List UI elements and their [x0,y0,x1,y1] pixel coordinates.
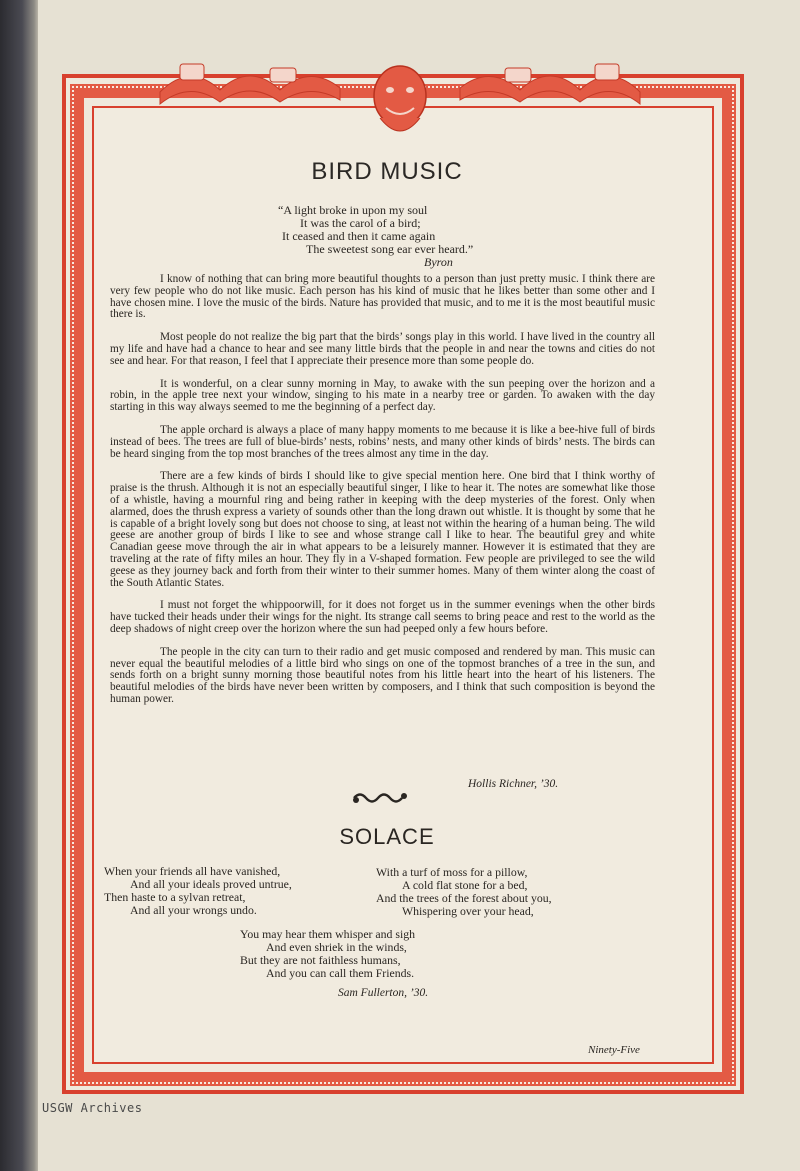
scroll-divider-icon [350,789,410,807]
poem-stanza-left [104,865,292,917]
poem-line: When your friends all have vanished, [104,864,281,878]
paragraph: Most people do not realize the big part that the birds’ songs play in this world. I have lived in the country all my life and have had a chance to hear and see many little birds that the people in and near the towns and cities do not see and hear. For that reason, I feel that I appreciate their presence more than some people do. [110,331,655,367]
poem-line: With a turf of moss for a pillow, [376,865,528,879]
poem-line: And all your wrongs undo. [130,903,257,917]
poem-line: Then haste to a sylvan retreat, [104,890,246,904]
poem-author: Sam Fullerton, ’30. [338,987,429,999]
poem-line: And the trees of the forest about you, [376,891,552,905]
poem-title: SOLACE [339,824,435,849]
paragraph: There are a few kinds of birds I should like to give special mention here. One bird that I think worthy of praise is the thrush. Although it is not an especially beautiful singer, I like to hear it. The notes are somewhat like those of a whistle, having a mournful ring and being rather in keeping with the deep mysteries of the forest. Only when alarmed, does the thrush express a variety of sounds other than the long drawn out whistle. It is thought by some that he is capable of a bright lovely song but does not choose to sing, at least not within the hearing of a human being. The wild geese are another group of birds I like to see and whose strange call I like to hear. The beautiful grey and white Canadian geese move through the air in what appears to be a leisurely manner. However it is estimated that they are traveling at the rate of fifty miles an hour. They fly in a V-shaped formation. Few people are privileged to see the wild geese as they journey back and forth from their winter to their summer homes. Many of them winter along the coast of the South Atlantic States. [110,470,655,589]
poem-line: But they are not faithless humans, [240,953,401,967]
poem-line: And even shriek in the winds, [266,940,407,954]
article-author: Hollis Richner, ’30. [468,778,559,790]
header-ornament [150,52,650,142]
epigraph-attribution: Byron [424,255,453,269]
paragraph: The people in the city can turn to their radio and get music composed and rendered by man. This music can never equal the beautiful melodies of a little bird who sings on one of the topmost branches of a tree in the sun, and sends forth on a bright sunny morning those beautiful notes from his little heart into the heart of his listeners. The beautiful melodies of the birds have never been written by composers, and I think that such composition is beyond the human power. [110,645,655,705]
epigraph-line: It was the carol of a bird; [300,216,421,230]
poem-line: And you can call them Friends. [266,966,415,980]
poem-line: Whispering over your head, [402,904,534,918]
paragraph: I must not forget the whippoorwill, for it does not forget us in the summer evenings when the other birds have tucked their heads under their wings for the night. Its strange call seems to bring peace and rest to the world as the deep shadows of night creep over the horizon where the sun had peeped only a few hours before. [110,599,655,635]
epigraph [278,204,518,269]
poem-stanza-right [376,866,552,918]
book-spine [0,0,40,1171]
poem-line: And all your ideals proved untrue, [130,877,292,891]
epigraph-line: “A light broke in upon my soul [278,203,428,217]
paragraph: The apple orchard is always a place of many happy moments to me because it is like a bee-hive full of birds instead of bees. The trees are full of blue-birds’ nests, robins’ nests, and many other kinds of birds’ nests. The birds can be heard singing from the top most branches of the trees almost any time in the day. [110,423,655,460]
poem-line: A cold flat stone for a bed, [402,878,528,892]
epigraph-line: It ceased and then it came again [282,229,436,243]
poem-line: You may hear them whisper and sigh [240,927,416,941]
epigraph-line: The sweetest song ear ever heard.” [306,242,474,256]
paragraph: I know of nothing that can bring more beautiful thoughts to a person than just pretty music. I think there are very few people who do not like music. Each person has his kind of music that he likes better than some other and I have chosen mine. I love the music of the birds. Nature has provided that music, and to me it is the most beautiful music there is. [110,273,655,321]
page-number: Ninety-Five [588,1044,640,1056]
archive-watermark: USGW Archives [42,1101,143,1115]
article-title: BIRD MUSIC [311,158,463,185]
paragraph: It is wonderful, on a clear sunny morning in May, to awake with the sun peeping over the horizon and a robin, in the apple tree next your window, singing to his mate in a nearby tree or garden. To awaken with the day starting in this way always seemed to me the beginning of a perfect day. [110,377,655,414]
article-body [110,274,655,717]
poem-stanza-center [240,928,415,980]
